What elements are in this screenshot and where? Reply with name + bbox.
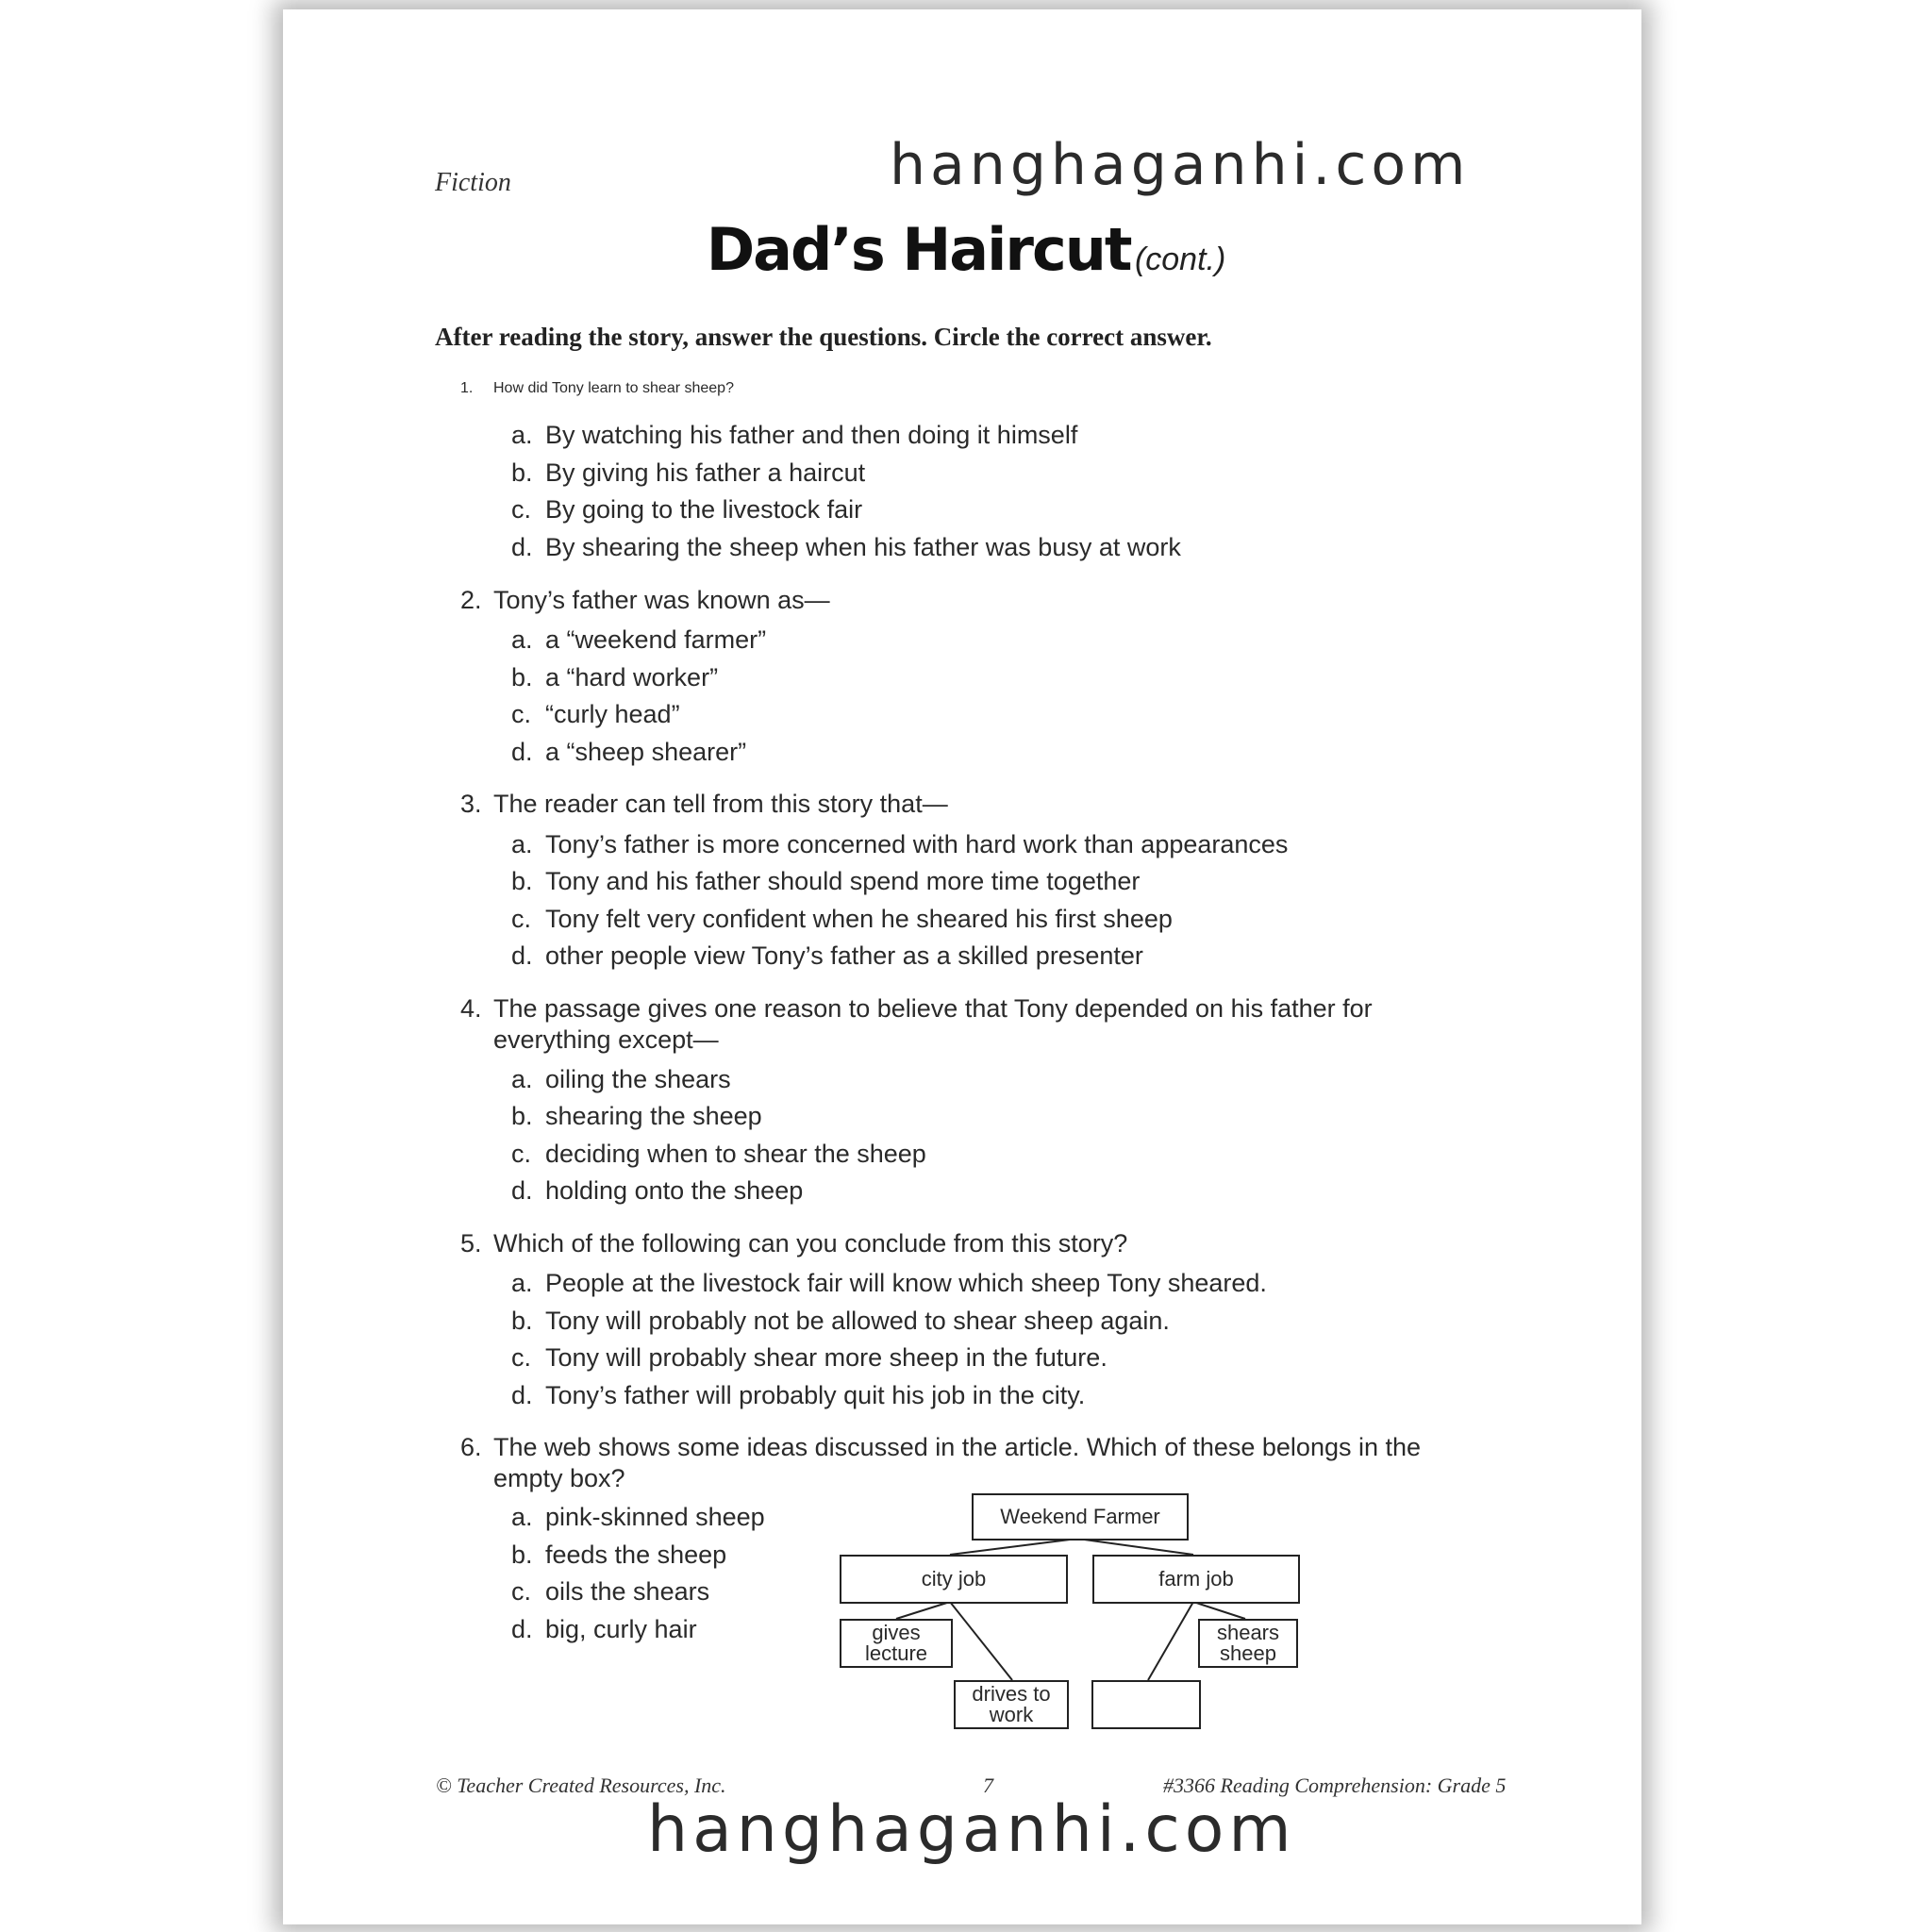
- option-text[interactable]: Tony will probably shear more sheep in the future.: [545, 1343, 1108, 1372]
- watermark-top: hanghaganhi.com: [890, 132, 1471, 198]
- question-number: 1.: [460, 380, 474, 396]
- option-text[interactable]: feeds the sheep: [545, 1541, 727, 1569]
- web-root-label: Weekend Farmer: [1000, 1505, 1160, 1528]
- web-gives-lecture-line1: gives: [872, 1621, 921, 1644]
- footer-copyright: © Teacher Created Resources, Inc.: [436, 1774, 726, 1797]
- question-number: 5.: [460, 1229, 482, 1257]
- web-drives-to-work-line2: work: [989, 1703, 1034, 1726]
- title-main: Dad’s Haircut: [706, 215, 1131, 284]
- web-gives-lecture-box: [840, 1619, 953, 1668]
- option-letter[interactable]: b.: [511, 1541, 533, 1569]
- question-text: Which of the following can you conclude from this story?: [493, 1229, 1128, 1257]
- option-letter[interactable]: c.: [511, 1140, 532, 1168]
- option-text[interactable]: holding onto the sheep: [545, 1176, 804, 1205]
- option-letter[interactable]: c.: [511, 495, 532, 524]
- web-drives-to-work-line1: drives to: [972, 1682, 1051, 1706]
- option-letter[interactable]: d.: [511, 738, 533, 766]
- option-letter[interactable]: a.: [511, 830, 533, 858]
- question-text: How did Tony learn to shear sheep?: [493, 380, 734, 396]
- option-text[interactable]: Tony and his father should spend more time together: [545, 867, 1141, 895]
- option-letter[interactable]: d.: [511, 941, 533, 970]
- option-letter[interactable]: a.: [511, 1269, 533, 1297]
- web-farm-job-box: [1092, 1555, 1300, 1604]
- section-label: Fiction: [435, 168, 511, 197]
- web-drives-to-work-box: [954, 1680, 1069, 1729]
- question-number: 3.: [460, 790, 482, 818]
- option-letter[interactable]: b.: [511, 1102, 533, 1130]
- option-text[interactable]: big, curly hair: [545, 1615, 697, 1643]
- option-letter[interactable]: a.: [511, 1503, 533, 1531]
- option-letter[interactable]: d.: [511, 1381, 533, 1409]
- option-text[interactable]: Tony will probably not be allowed to shear sheep again.: [545, 1307, 1170, 1335]
- web-shears-sheep-line2: sheep: [1220, 1641, 1276, 1665]
- option-letter[interactable]: a.: [511, 1065, 533, 1093]
- question-text: The web shows some ideas discussed in the article. Which of these belongs in the empty box?: [493, 1433, 1422, 1492]
- web-empty-box: [1091, 1680, 1201, 1729]
- web-city-job-label: city job: [921, 1567, 987, 1591]
- web-shears-sheep-line1: shears: [1216, 1621, 1280, 1644]
- option-letter[interactable]: d.: [511, 1615, 533, 1643]
- option-text[interactable]: pink-skinned sheep: [545, 1503, 765, 1531]
- option-text[interactable]: a “hard worker”: [545, 663, 719, 691]
- web-shears-sheep-box: [1198, 1619, 1298, 1668]
- option-letter[interactable]: c.: [511, 905, 532, 933]
- option-letter[interactable]: b.: [511, 458, 533, 487]
- option-text[interactable]: a “weekend farmer”: [545, 625, 767, 654]
- option-letter[interactable]: c.: [511, 700, 532, 728]
- option-letter[interactable]: b.: [511, 663, 533, 691]
- option-text[interactable]: a “sheep shearer”: [545, 738, 747, 766]
- question-number: 6.: [460, 1433, 482, 1461]
- footer-book-title: #3366 Reading Comprehension: Grade 5: [1163, 1774, 1507, 1797]
- question-number: 4.: [460, 994, 482, 1023]
- question-text: The passage gives one reason to believe that Tony depended on his father for everything except—: [493, 994, 1373, 1054]
- web-city-job-box: [840, 1555, 1068, 1604]
- option-letter[interactable]: a.: [511, 625, 533, 654]
- option-text[interactable]: other people view Tony’s father as a skilled presenter: [545, 941, 1143, 970]
- option-letter[interactable]: b.: [511, 1307, 533, 1335]
- option-text[interactable]: oiling the shears: [545, 1065, 731, 1093]
- page-number: 7: [983, 1774, 993, 1797]
- option-text[interactable]: By giving his father a haircut: [545, 458, 866, 487]
- question-text: The reader can tell from this story that—: [493, 790, 948, 818]
- option-text[interactable]: Tony’s father is more concerned with hard work than appearances: [545, 830, 1289, 858]
- watermark-bottom: hanghaganhi.com: [647, 1792, 1296, 1867]
- title-suffix: (cont.): [1134, 242, 1226, 277]
- option-text[interactable]: Tony felt very confident when he sheared his first sheep: [545, 905, 1173, 933]
- page-title: [0, 215, 1932, 284]
- option-text[interactable]: “curly head”: [545, 700, 680, 728]
- option-text[interactable]: By shearing the sheep when his father was busy at work: [545, 533, 1181, 561]
- web-gives-lecture-line2: lecture: [864, 1641, 928, 1665]
- option-text[interactable]: deciding when to shear the sheep: [545, 1140, 926, 1168]
- option-letter[interactable]: c.: [511, 1343, 532, 1372]
- option-letter[interactable]: c.: [511, 1577, 532, 1606]
- option-letter[interactable]: b.: [511, 867, 533, 895]
- option-letter[interactable]: d.: [511, 1176, 533, 1205]
- option-text[interactable]: Tony’s father will probably quit his job in the city.: [545, 1381, 1086, 1409]
- option-text[interactable]: By watching his father and then doing it himself: [545, 421, 1078, 449]
- option-text[interactable]: shearing the sheep: [545, 1102, 762, 1130]
- option-text[interactable]: People at the livestock fair will know which sheep Tony sheared.: [545, 1269, 1267, 1297]
- option-text[interactable]: oils the shears: [545, 1577, 710, 1606]
- option-letter[interactable]: a.: [511, 421, 533, 449]
- question-number: 2.: [460, 586, 482, 614]
- instructions: After reading the story, answer the questions. Circle the correct answer.: [435, 323, 1212, 351]
- web-farm-job-label: farm job: [1158, 1567, 1234, 1591]
- question-text: Tony’s father was known as—: [493, 586, 830, 614]
- option-letter[interactable]: d.: [511, 533, 533, 561]
- web-root-box: [972, 1493, 1189, 1541]
- option-text[interactable]: By going to the livestock fair: [545, 495, 863, 524]
